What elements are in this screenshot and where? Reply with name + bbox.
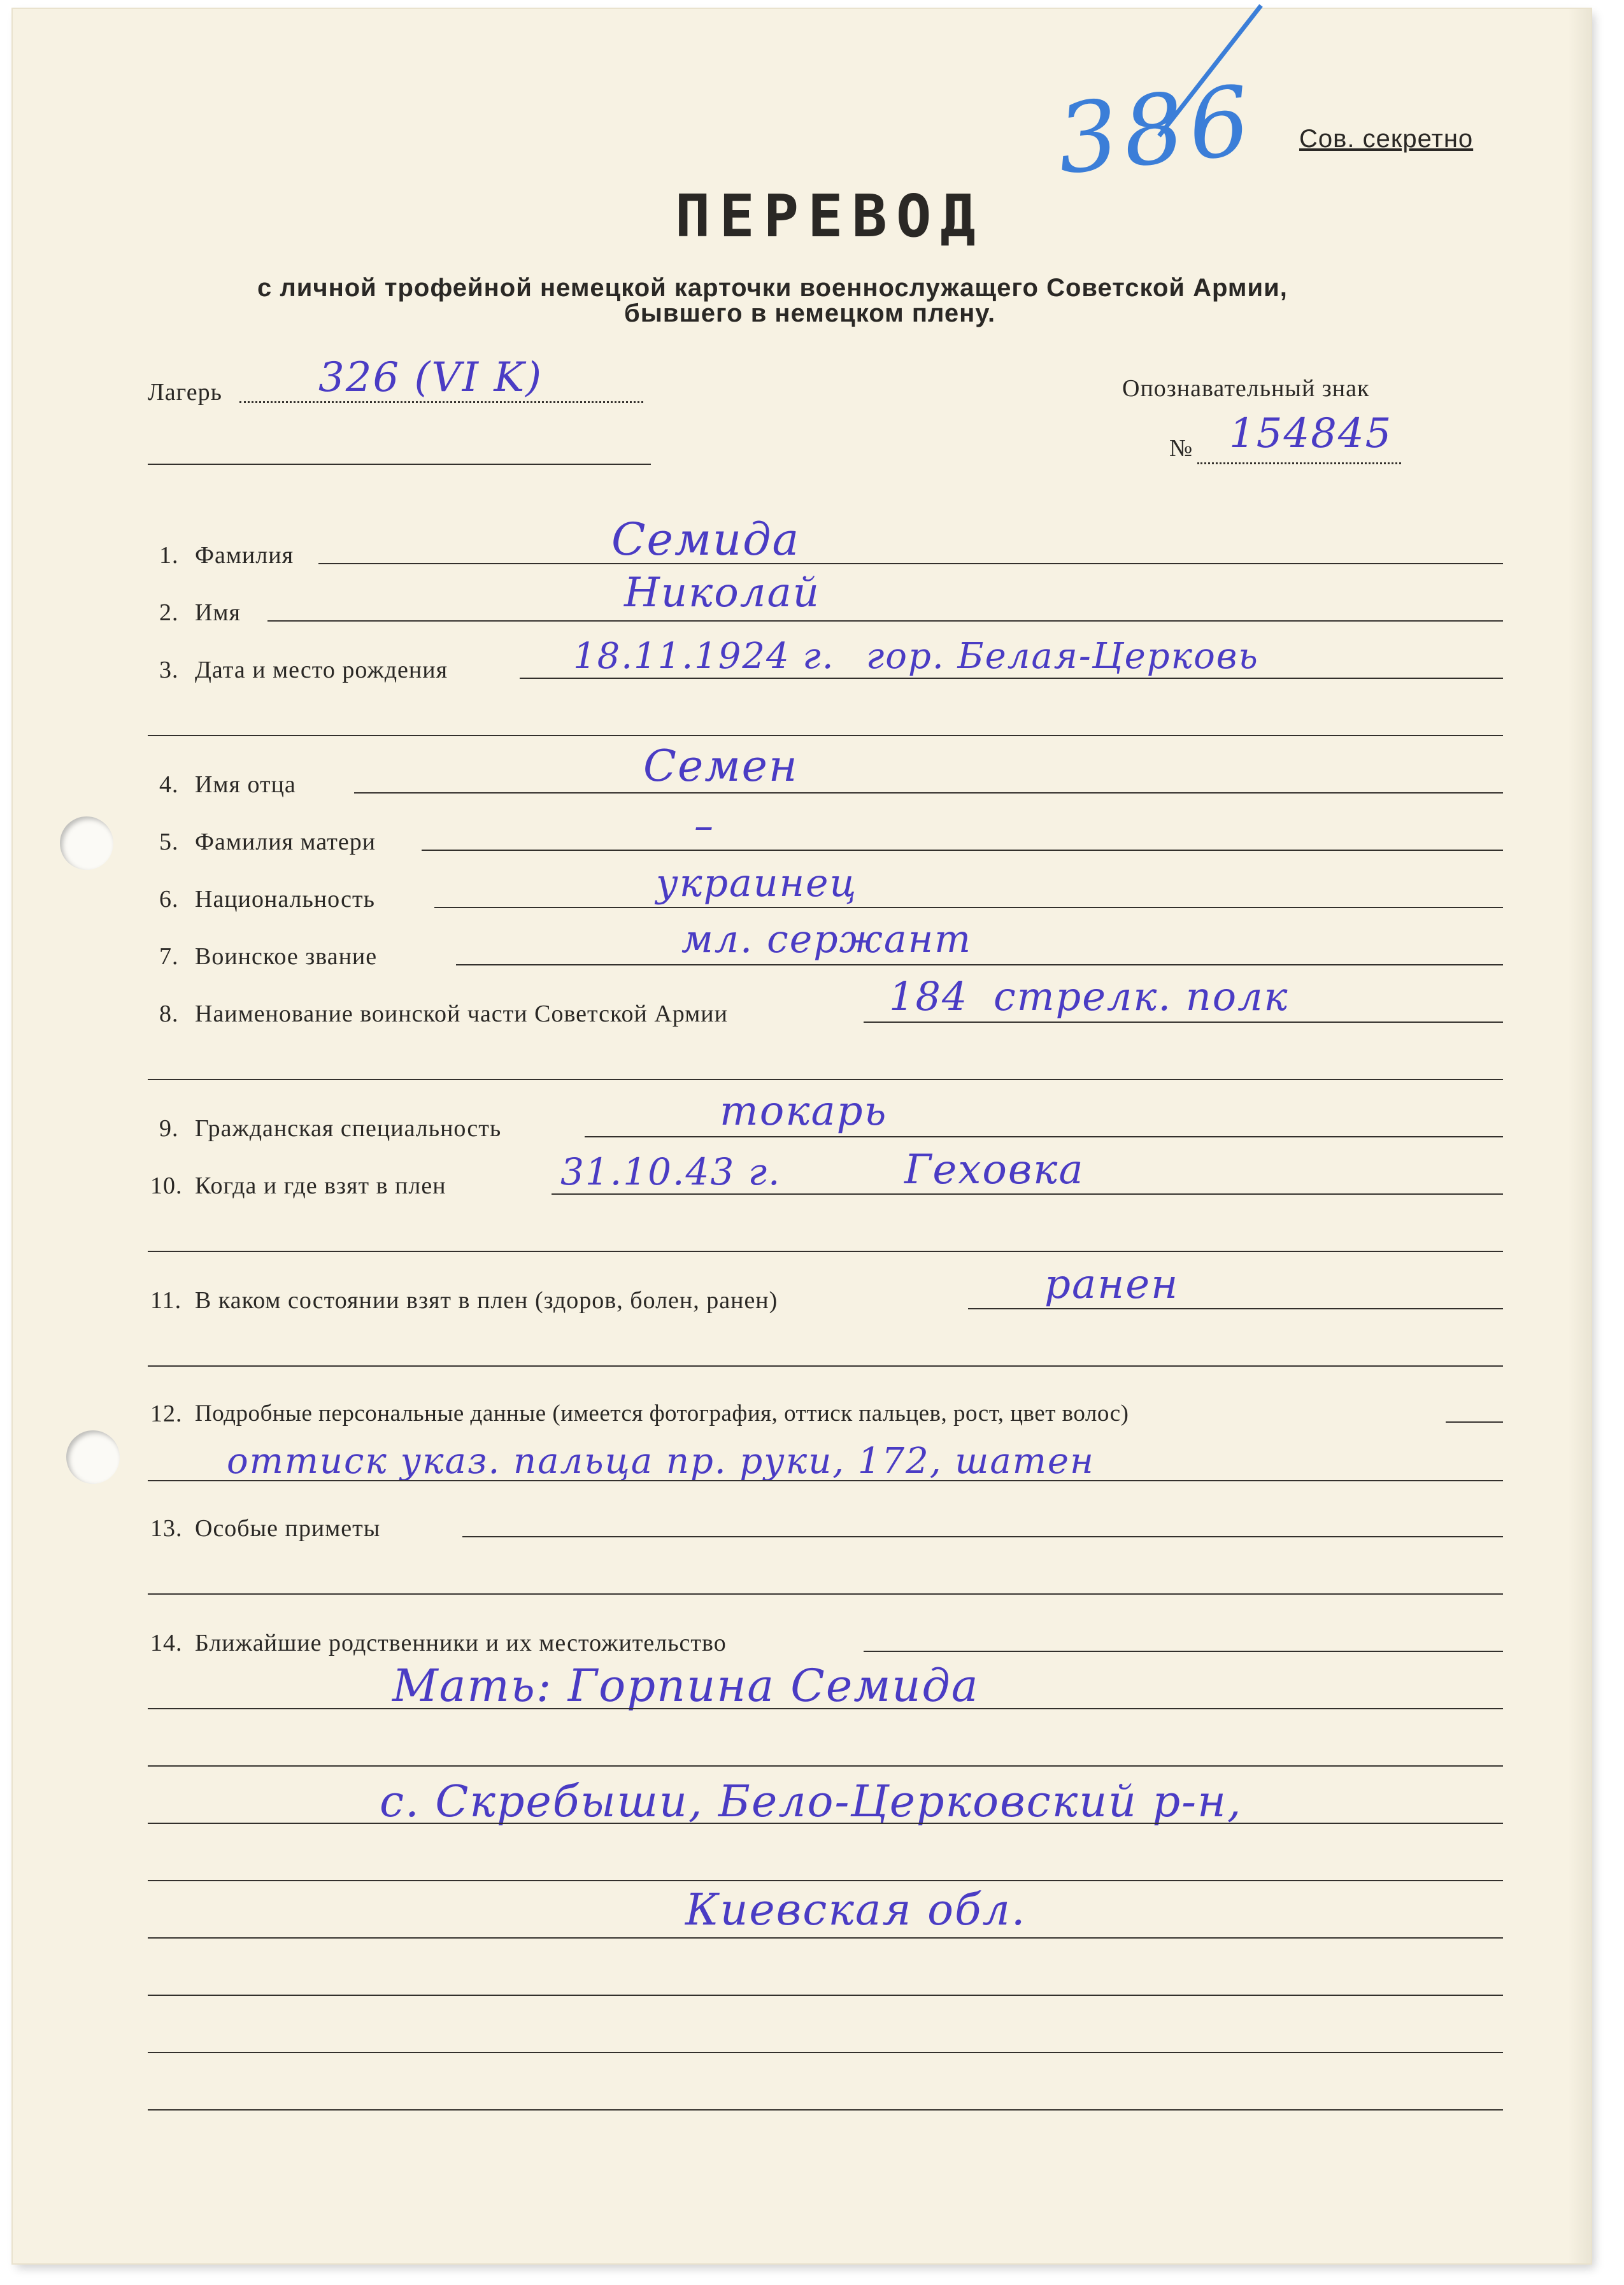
field-12-number: 12. <box>150 1400 183 1427</box>
profession-value: токарь <box>720 1088 888 1135</box>
field-11-number: 11. <box>150 1287 182 1314</box>
field-14-number: 14. <box>150 1630 183 1656</box>
field-11-label: В каком состоянии взят в плен (здоров, болен, ранен) <box>195 1287 778 1314</box>
field-10-line <box>552 1193 1503 1195</box>
personal-data-value: оттиск указ. пальца пр. руки, 172, шатен <box>227 1441 1095 1482</box>
birth-date-value: 18.11.1924 г. <box>573 636 835 677</box>
relatives-line-1 <box>148 1708 1503 1709</box>
field-1-line <box>318 563 1503 564</box>
camp-line-2 <box>148 464 651 465</box>
first-name-value: Николай <box>624 569 820 616</box>
field-11-line-2 <box>148 1365 1503 1367</box>
field-4-number: 4. <box>159 771 179 798</box>
field-8-line <box>864 1021 1503 1023</box>
archive-number-annotation: 386 <box>1051 65 1260 196</box>
capture-date-value: 31.10.43 г. <box>560 1150 781 1193</box>
field-3-label: Дата и место рождения <box>195 657 448 683</box>
subtitle-line-2: бывшего в немецком плену. <box>624 299 996 327</box>
relatives-line-6 <box>148 1995 1503 1996</box>
field-5-number: 5. <box>159 829 179 855</box>
field-13-number: 13. <box>150 1515 183 1542</box>
birth-place-value: гор. Белая-Церковь <box>866 636 1259 677</box>
field-5-line <box>422 850 1503 851</box>
field-12-label: Подробные персональные данные (имеется фотография, оттиск пальцев, рост, цвет волос) <box>195 1400 1129 1427</box>
tag-value: 154845 <box>1229 410 1393 457</box>
field-7-number: 7. <box>159 943 179 970</box>
father-name-value: Семен <box>643 741 799 792</box>
capture-place-value: Геховка <box>904 1146 1085 1193</box>
field-13-line <box>462 1536 1503 1537</box>
field-6-number: 6. <box>159 886 179 913</box>
field-2-number: 2. <box>159 599 179 626</box>
unit-type-value: стрелк. полк <box>994 973 1289 1020</box>
relatives-line-3 <box>148 1823 1503 1824</box>
field-1-number: 1. <box>159 542 179 569</box>
relatives-line-5 <box>148 1937 1503 1939</box>
punch-hole-top <box>60 816 113 870</box>
tag-line <box>1197 462 1401 464</box>
punch-hole-bottom <box>66 1430 120 1484</box>
field-10-number: 10. <box>150 1172 183 1199</box>
field-4-label: Имя отца <box>195 771 296 798</box>
relatives-line-2 <box>148 1765 1503 1767</box>
field-8-number: 8. <box>159 1000 179 1027</box>
field-2-line <box>267 620 1503 622</box>
field-6-line <box>434 907 1503 908</box>
field-7-line <box>456 964 1503 965</box>
field-11-line <box>968 1308 1503 1309</box>
relatives-line-8 <box>148 2109 1503 2111</box>
field-5-label: Фамилия матери <box>195 829 376 855</box>
field-14-label: Ближайшие родственники и их местожительство <box>195 1630 727 1656</box>
camp-label: Лагерь <box>148 379 222 406</box>
paper-edge-shadow <box>1568 9 1591 2263</box>
field-14-line <box>864 1651 1503 1652</box>
field-3-line-2 <box>148 735 1503 736</box>
document-title: ПЕРЕВОД <box>675 182 985 250</box>
field-10-line-2 <box>148 1251 1503 1252</box>
relatives-line-7 <box>148 2052 1503 2053</box>
field-9-line <box>585 1136 1503 1137</box>
relatives-address-line-1: с. Скребыши, Бело-Церковский р-н, <box>380 1777 1243 1827</box>
unit-number-value: 184 <box>889 973 969 1020</box>
field-8-label: Наименование воинской части Советской Армии <box>195 1000 728 1027</box>
classification-label: Сов. секретно <box>1299 125 1474 153</box>
field-13-line-2 <box>148 1593 1503 1595</box>
field-9-label: Гражданская специальность <box>195 1115 502 1142</box>
subtitle-line-1: с личной трофейной немецкой карточки военнослужащего Советской Армии, <box>257 274 1288 302</box>
tag-number-sign: № <box>1169 435 1193 462</box>
field-3-line <box>520 678 1503 679</box>
surname-value: Семида <box>611 513 801 566</box>
field-12-line-2 <box>148 1480 1503 1481</box>
field-13-label: Особые приметы <box>195 1515 381 1542</box>
rank-value: мл. сержант <box>681 917 972 962</box>
field-9-number: 9. <box>159 1115 179 1142</box>
nationality-value: украинец <box>656 861 858 906</box>
field-3-number: 3. <box>159 657 179 683</box>
tag-label: Опознавательный знак <box>1122 375 1370 402</box>
field-1-label: Фамилия <box>195 542 294 569</box>
relatives-address-line-2: Киевская обл. <box>685 1885 1027 1935</box>
condition-value: ранен <box>1044 1261 1179 1308</box>
camp-value: 326 (VI K) <box>318 354 543 401</box>
field-12-line <box>1446 1421 1503 1423</box>
field-7-label: Воинское звание <box>195 943 378 970</box>
mother-surname-value: – <box>694 804 715 848</box>
camp-line <box>239 401 643 403</box>
relatives-line-4 <box>148 1880 1503 1881</box>
relative-name-value: Мать: Горпина Семида <box>392 1660 979 1712</box>
field-2-label: Имя <box>195 599 241 626</box>
field-4-line <box>354 792 1503 794</box>
field-10-label: Когда и где взят в плен <box>195 1172 446 1199</box>
field-8-line-2 <box>148 1079 1503 1080</box>
field-6-label: Национальность <box>195 886 375 913</box>
